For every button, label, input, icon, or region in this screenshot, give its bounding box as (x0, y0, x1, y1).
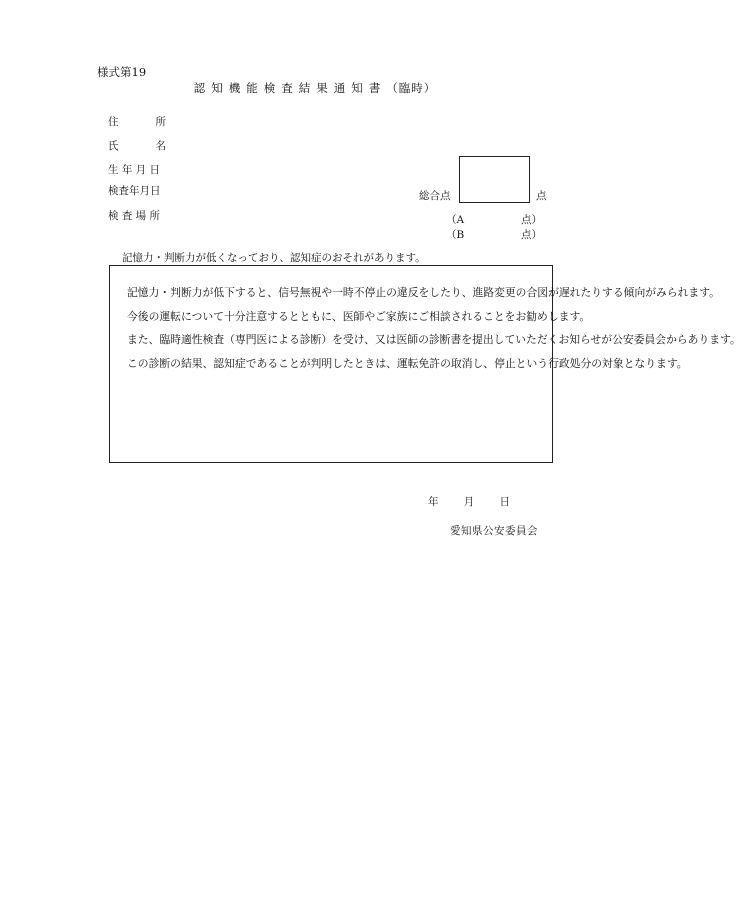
sub-score-a-close: 点） (521, 214, 542, 226)
issue-date (428, 494, 510, 509)
sub-score-a (446, 212, 542, 227)
notice-paragraph-4: この診断の結果、認知症であることが判明したときは、運転免許の取消し、停止という行政処分の対象となります。 (127, 356, 688, 370)
sub-score-b-close: 点） (521, 229, 542, 241)
issue-date-month: 月 (463, 496, 475, 508)
notice-box (109, 265, 741, 463)
result-statement: 記憶力・判断力が低くなっており、認知症のおそれがあります。 (122, 252, 426, 264)
sub-score-b (446, 227, 542, 242)
issue-date-year: 年 (428, 496, 439, 508)
total-score-box (459, 156, 530, 203)
sub-score-b-open: （B (446, 229, 465, 241)
field-label-exam-date: 検査年月日 (108, 185, 161, 197)
field-label-address-1: 住 (108, 116, 119, 128)
sub-score-a-open: （A (446, 214, 465, 226)
notice-paragraph-2: 今後の運転について十分注意するとともに、医師やご家族にご相談されることをお勧めします。 (127, 309, 591, 323)
title-main: 認知機能検査結果通知書 (193, 81, 387, 95)
issue-date-day: 日 (499, 496, 510, 508)
field-label-address (108, 114, 166, 129)
field-label-address-2: 所 (155, 116, 166, 128)
total-score-label: 総合点 (419, 190, 451, 202)
notice-paragraph-1: 記憶力・判断力が低下すると、信号無視や一時不停止の違反をしたり、進路変更の合図が遅れたりする傾向がみられます。 (127, 286, 720, 299)
issuer-name: 愛知県公安委員会 (450, 525, 538, 537)
form-number: 様式第19 (97, 65, 147, 79)
field-label-name (108, 138, 166, 153)
title-suffix: （臨時） (386, 81, 437, 95)
notice-paragraph-3: また、臨時適性検査（専門医による診断）を受け、又は医師の診断書を提出していただくお知らせが公安委員会からあります。 (127, 333, 741, 346)
field-label-name-2: 名 (155, 140, 166, 152)
field-label-birth-date: 生 年 月 日 (108, 164, 161, 176)
total-score-unit: 点 (536, 190, 547, 202)
field-label-name-1: 氏 (108, 140, 119, 152)
field-label-exam-place: 検 査 場 所 (108, 210, 161, 222)
document-title (0, 80, 630, 96)
notice-text (116, 281, 741, 375)
